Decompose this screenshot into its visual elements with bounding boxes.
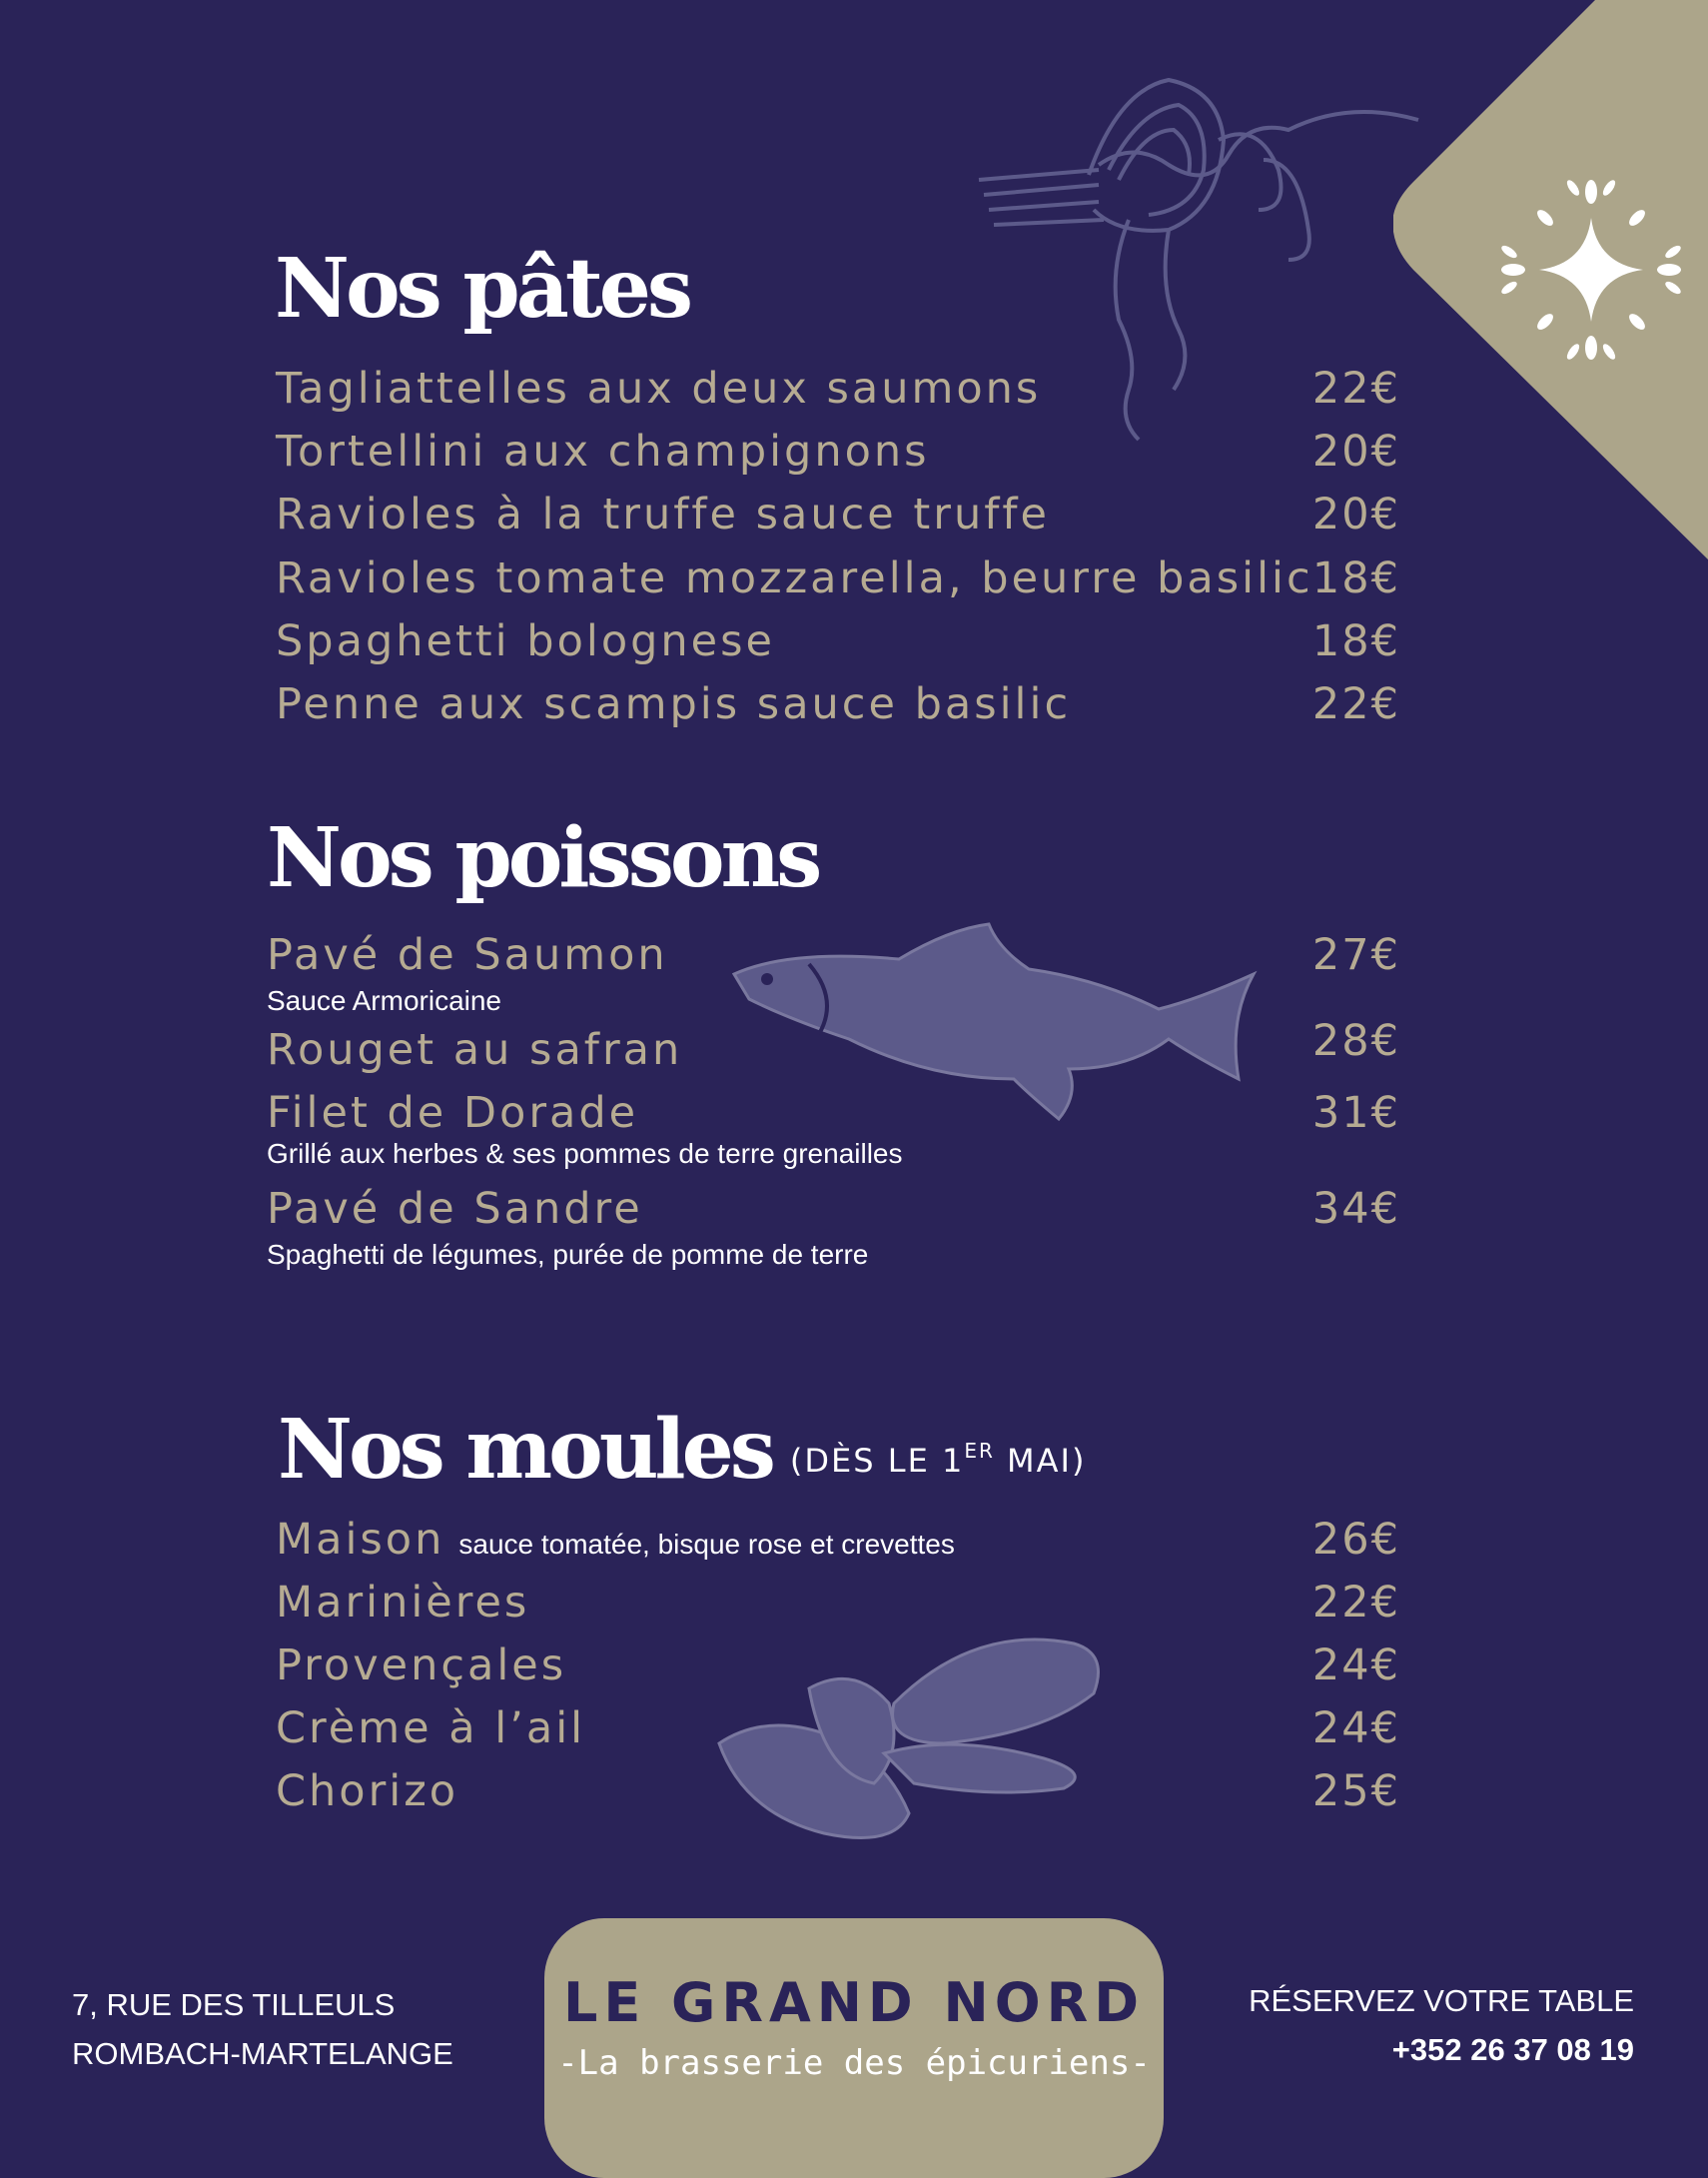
menu-row [0,679,1708,743]
item-price: 24€ [1311,1703,1400,1753]
item-name: Provençales [276,1640,567,1690]
menu-row [0,616,1708,680]
menu-row [0,1703,1708,1767]
menu-row [0,1515,1708,1579]
item-price: 34€ [1311,1184,1400,1234]
brand-name: LE GRAND NORD [562,1971,1146,2034]
section-title-moules-text: Nos moules [278,1402,772,1498]
item-price: 22€ [1311,679,1400,729]
item-price: 28€ [1311,1016,1400,1066]
item-price: 27€ [1311,930,1400,980]
item-price: 20€ [1311,490,1400,540]
item-description: Sauce Armoricaine [267,985,502,1016]
item-price: 22€ [1311,364,1400,414]
section-title-poissons: Nos poissons [267,810,819,906]
item-name: Ravioles tomate mozzarella, beurre basilic [276,553,1313,603]
menu-row [0,427,1708,491]
note-text: (DÈS LE 1 [789,1442,965,1480]
item-name: Pavé de Saumon [267,930,668,980]
item-name: Tagliattelles aux deux saumons [276,364,1042,414]
reserve-label: RÉSERVEZ VOTRE TABLE [1249,1983,1634,2018]
item-name: Crème à l’ail [276,1703,586,1753]
item-price: 26€ [1311,1515,1400,1565]
item-name: Pavé de Sandre [267,1184,643,1234]
address-line-1: 7, RUE DES TILLEULS [72,1987,396,2022]
item-price: 20€ [1311,427,1400,477]
address-block [72,1980,453,2078]
item-name: Marinières [276,1578,530,1628]
brand-logo [544,1918,1164,2178]
item-name: Chorizo [276,1766,459,1816]
menu-row [0,553,1708,617]
item-price: 22€ [1311,1578,1400,1628]
item-price: 24€ [1311,1640,1400,1690]
menu-row [0,1766,1708,1830]
item-name: Spaghetti bolognese [276,616,775,666]
brand-tagline: -La brasserie des épicuriens- [557,2043,1151,2083]
menu-row [0,490,1708,553]
item-price: 18€ [1311,553,1400,603]
menu-row [0,1578,1708,1641]
item-name: Filet de Dorade [267,1088,639,1138]
item-price: 18€ [1311,616,1400,666]
item-name: Penne aux scampis sauce basilic [276,679,1072,729]
menu-row [0,1016,1708,1089]
menu-row [0,1640,1708,1704]
item-name-text: Maison [276,1515,445,1565]
item-description: Spaghetti de légumes, purée de pomme de terre [267,1239,869,1270]
section-title-moules [278,1402,1087,1498]
reservation-block [1249,1976,1634,2074]
item-price: 25€ [1311,1766,1400,1816]
phone-number[interactable]: +352 26 37 08 19 [1391,2032,1634,2067]
note-superscript: ER [964,1439,995,1463]
menu-row [0,930,1708,994]
item-name: Tortellini aux champignons [276,427,930,477]
availability-note [789,1439,1087,1480]
item-description: Grillé aux herbes & ses pommes de terre grenailles [267,1138,903,1169]
item-name: Ravioles à la truffe sauce truffe [276,490,1050,540]
item-name: Rouget au safran [267,1025,683,1075]
item-description: sauce tomatée, bisque rose et crevettes [458,1529,955,1560]
item-price: 31€ [1311,1088,1400,1138]
note-text-end: MAI) [994,1442,1087,1480]
item-name [276,1515,955,1565]
menu-row [0,364,1708,428]
section-title-pates: Nos pâtes [275,241,690,337]
address-line-2: ROMBACH-MARTELANGE [72,2036,453,2071]
